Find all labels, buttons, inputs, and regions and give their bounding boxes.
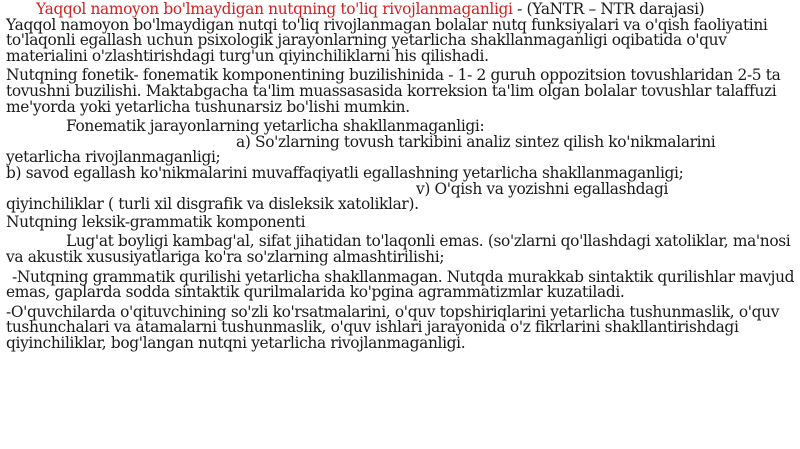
list-item-v-line2: qiyinchiliklar ( turli xil disgrafik va disleksik xatoliklar). <box>6 195 419 214</box>
paragraph-4 <box>6 234 796 265</box>
document-page <box>6 2 796 351</box>
paragraph-4-text: Lug'at boyligi kambag'al, sifat jihatidan to'laqonli emas. (so'zlarni qo'llashdagi xatoliklar, ma'nosi va akustik xususiyatlariga ko'ra so'zlarning almashtirilishi; <box>6 232 791 266</box>
paragraph-1: Yaqqol namoyon bo'lmaydigan nutqi to'liq rivojlanmagan bolalar nutq funksiyalari va o'qish faoliyatini to'laqonli egallash uchun psixologik jarayonlarning yetarlicha shakllanmaganligi oqibatida o'quv materialini o'zlashtirishdagi turg'un qiyinchiliklarni his qilishadi. <box>6 15 768 65</box>
title-red: Yaqqol namoyon bo'lmaydigan nutqning to'liq rivojlanmaganligi <box>36 0 513 18</box>
list-item-v-line1: v) O'qish va yozishni egallashdagi <box>416 179 669 198</box>
section-heading: Nutqning leksik-grammatik komponenti <box>6 212 306 231</box>
paragraph-2: Nutqning fonetik- fonematik komponentining buzilishinida - 1- 2 guruh oppozitsion tovushlaridan 2-5 ta tovushni buzilishi. Maktabgacha ta'lim muassasasida korreksion ta'lim olgan bolalar tovushlar talaffuzi me'yorda yoki yetarlicha tushunarsiz bo'lishi mumkin. <box>6 66 781 116</box>
list-item-a-line2: yetarlicha rivojlanmaganligi; <box>6 148 221 167</box>
list-item-a-line1: a) So'zlarning tovush tarkibini analiz sintez qilish ko'nikmalarini <box>236 132 716 151</box>
paragraph-5 <box>6 267 796 302</box>
title-rest: - (YaNTR – NTR darajasi) <box>512 0 705 18</box>
paragraph-5-text: -Nutqning grammatik qurilishi yetarlicha shakllanmagan. Nutqda murakkab sintaktik qurilishlar mavjud emas, gaplarda sodda sintaktik qurilmalarida ko'pgina agrammatizmlar kuzatiladi. <box>6 267 795 302</box>
paragraph-3: Fonematik jarayonlarning yetarlicha shakllanmaganligi: <box>66 117 485 136</box>
paragraph-6: -O'quvchilarda o'qituvchining so'zli ko'rsatmalarini, o'quv topshiriqlarini yetarlicha tushunmaslik, o'quv tushunchalari va atamalarni tushunmaslik, o'quv ishlari jarayonida o'z fikrlarini shakllantirishdagi qiyinchiliklar, bog'langan nutqni yetarlicha rivojlanmaganligi. <box>6 302 780 352</box>
list-item-b: b) savod egallash ko'nikmalarini muvaffaqiyatli egallashning yetarlicha shakllanmaganligi; <box>6 163 684 182</box>
